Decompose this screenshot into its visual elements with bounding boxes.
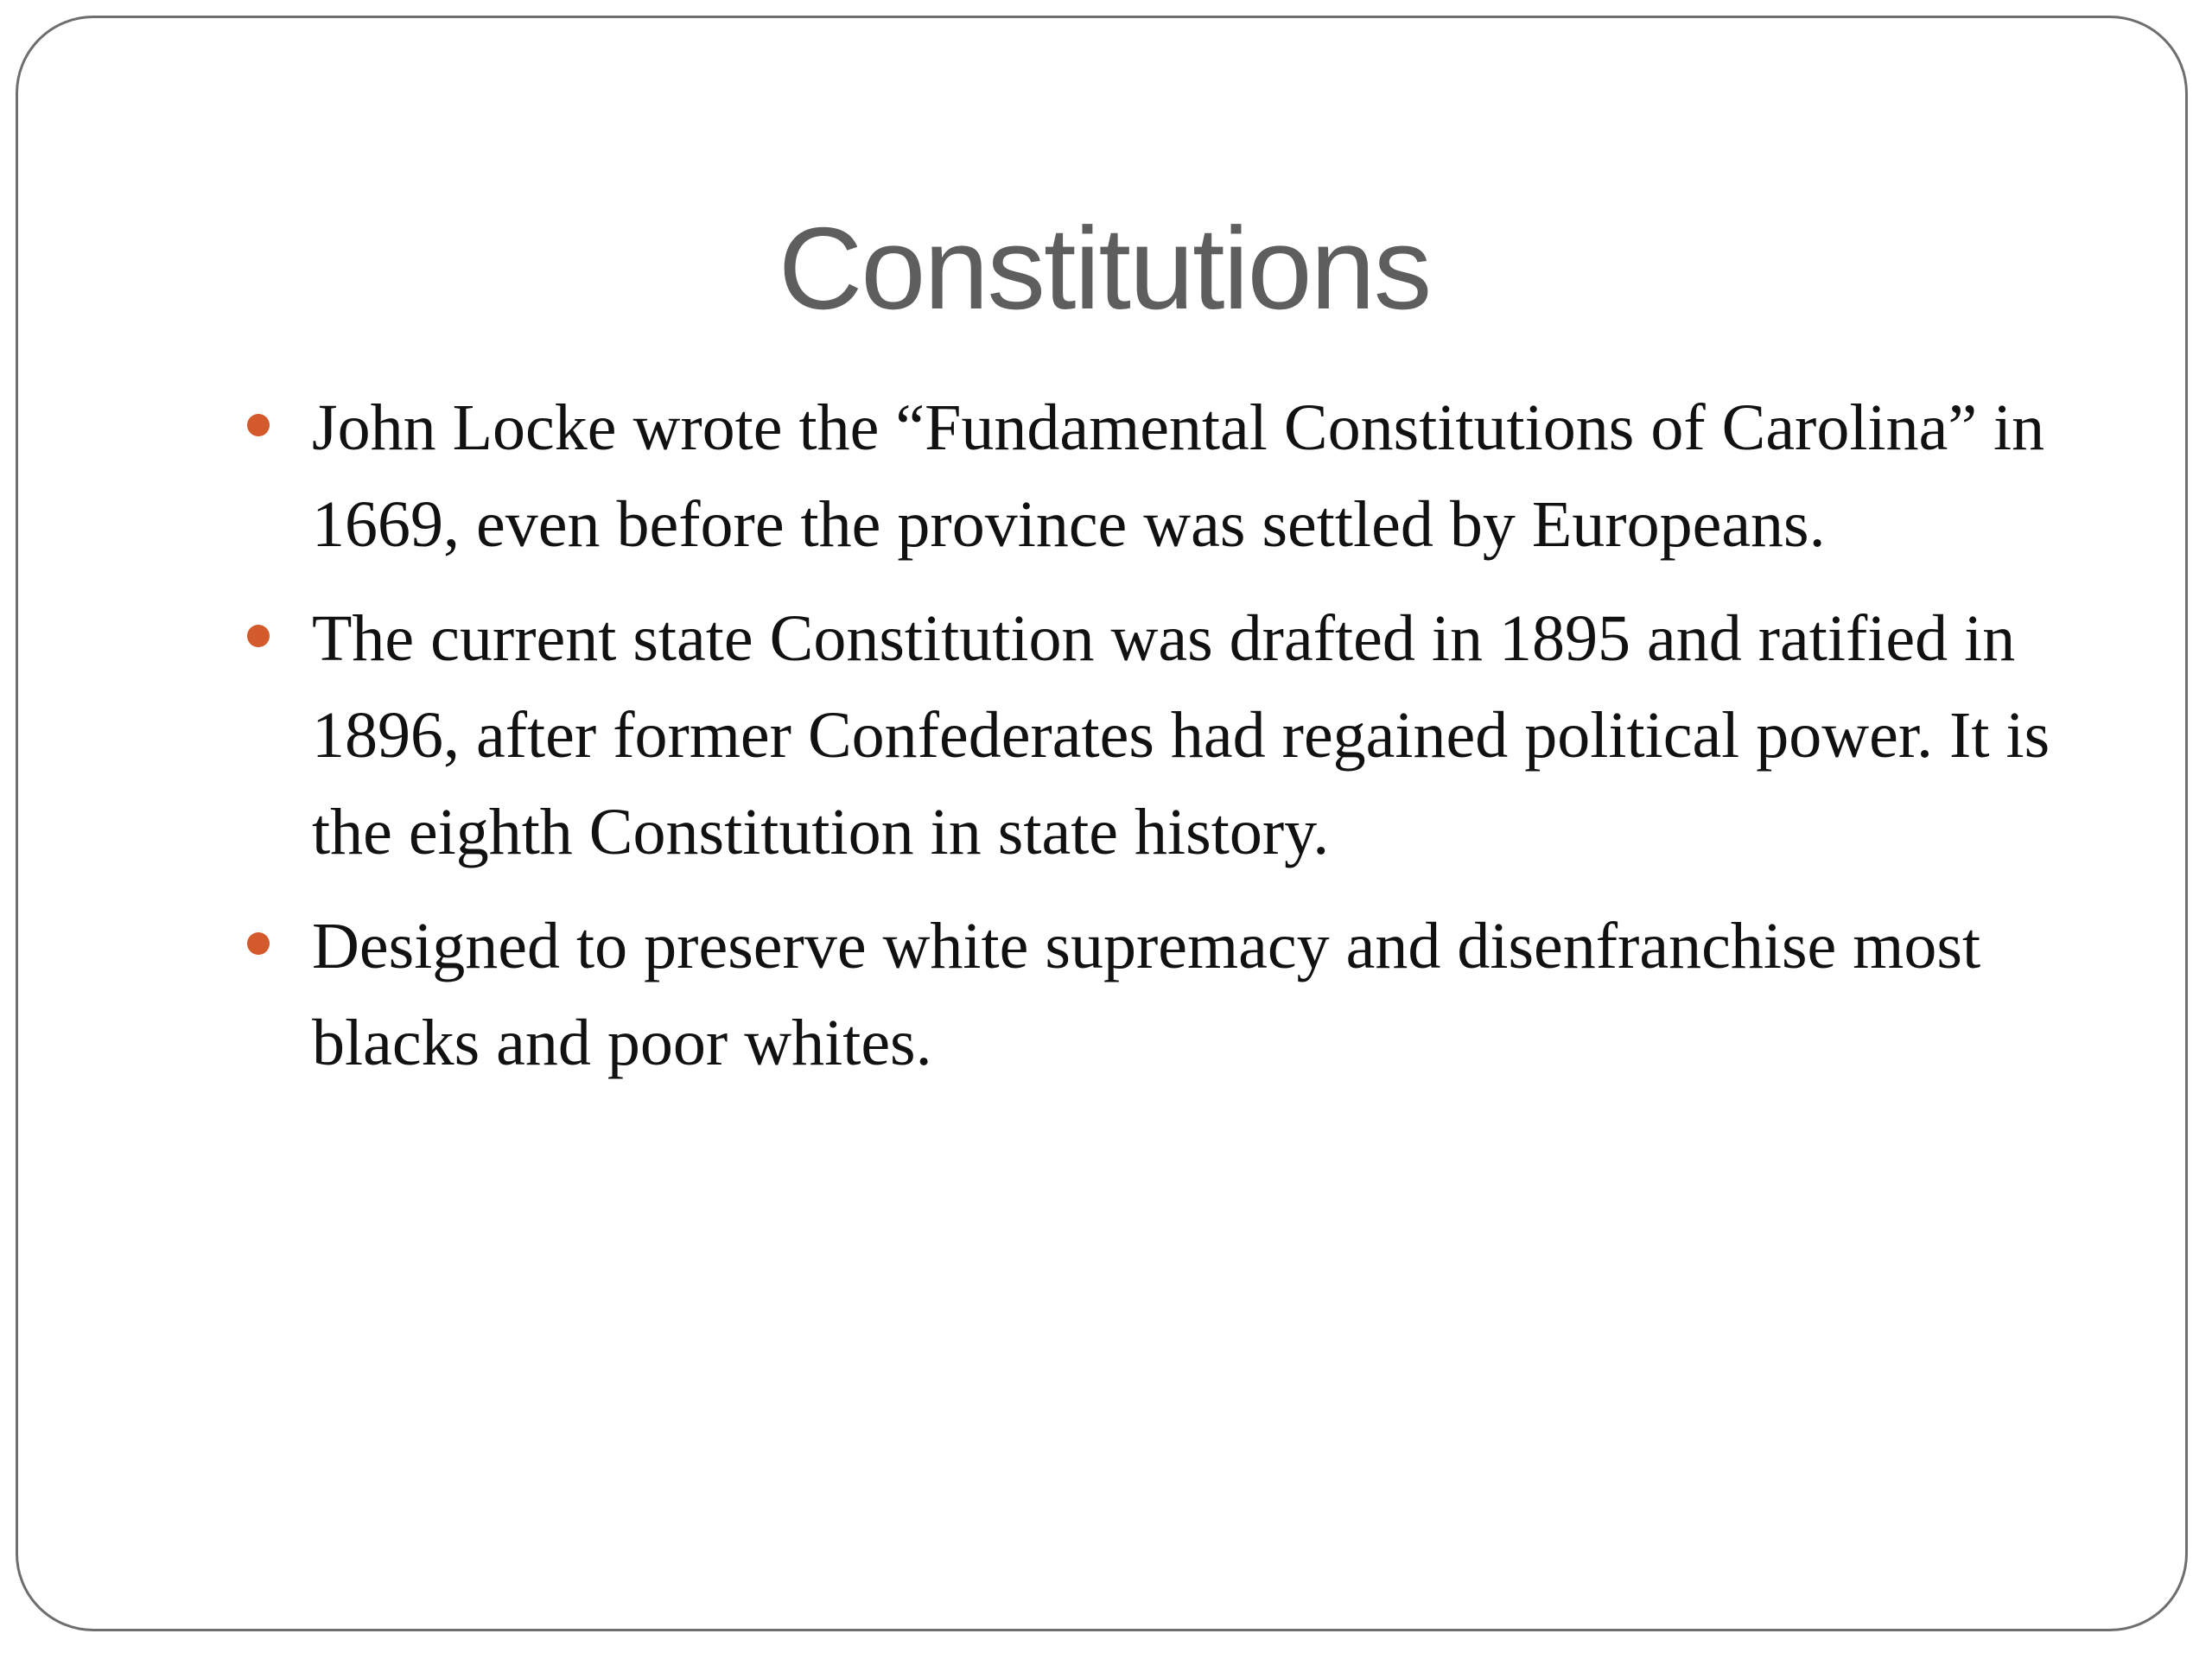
- slide-frame: [16, 16, 2188, 1631]
- bullet-text: Designed to preserve white supremacy and disenfranchise most blacks and poor whites.: [312, 910, 1981, 1079]
- list-item: [312, 590, 2092, 880]
- bullet-dot-icon: [247, 414, 270, 436]
- bullet-dot-icon: [247, 625, 270, 647]
- bullet-dot-icon: [247, 932, 270, 955]
- list-item: [312, 379, 2092, 573]
- bullet-text: John Locke wrote the “Fundamental Constitutions of Carolina” in 1669, even before the province was settled by Europeans.: [312, 391, 2045, 561]
- bullet-list: [312, 379, 2092, 1109]
- slide-title: Constitutions: [778, 203, 1431, 334]
- bullet-text: The current state Constitution was drafted in 1895 and ratified in 1896, after former Confederates had regained political power. It is the eighth Constitution in state history.: [312, 602, 2050, 868]
- list-item: [312, 898, 2092, 1091]
